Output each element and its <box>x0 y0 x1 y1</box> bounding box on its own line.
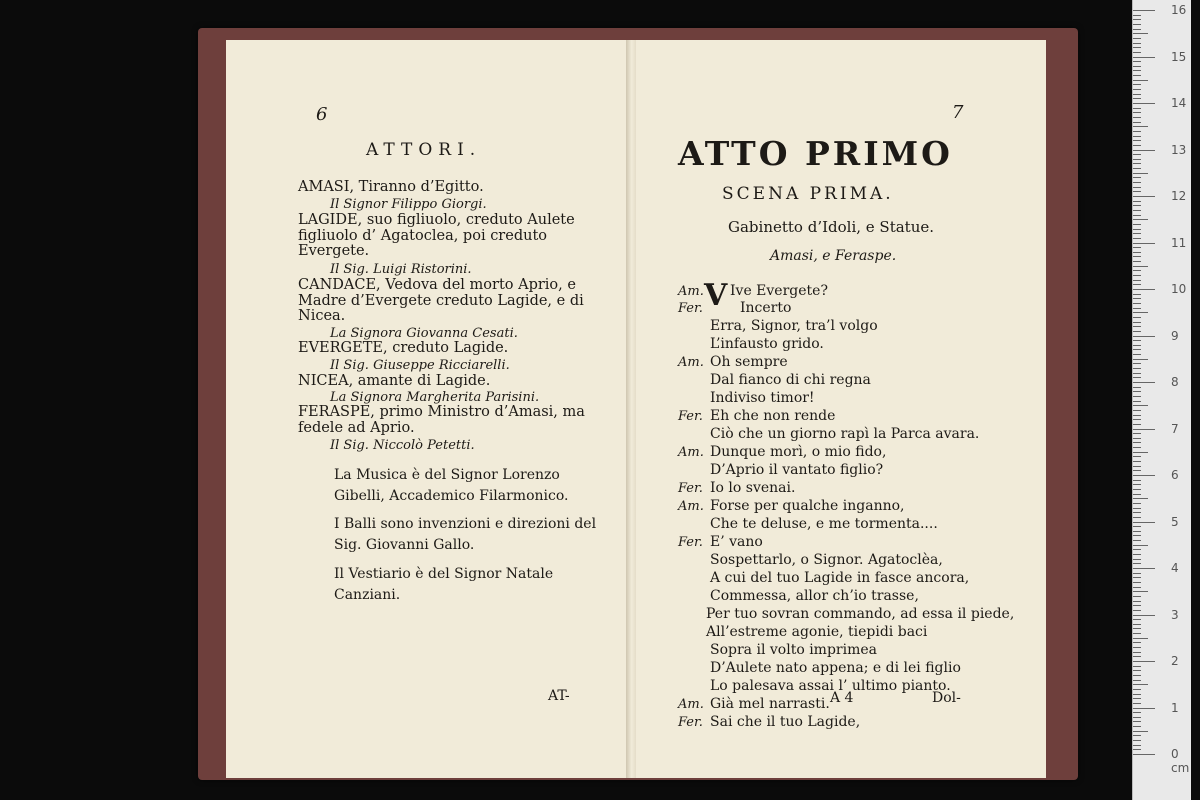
verse-line: Lo palesava assai l’ ultimo pianto. <box>710 678 951 694</box>
speaker-label: Am. <box>678 355 704 370</box>
ruler-minor-tick <box>1133 694 1141 695</box>
ruler-minor-tick <box>1133 717 1141 718</box>
ruler-minor-tick <box>1133 610 1141 611</box>
ruler-minor-tick <box>1133 117 1141 118</box>
ruler-minor-tick <box>1133 275 1141 276</box>
ruler-major-tick <box>1133 103 1155 104</box>
scena-title: SCENA PRIMA. <box>722 184 894 204</box>
ruler-label: 5 <box>1171 514 1179 529</box>
ruler-minor-tick <box>1133 675 1141 676</box>
verse-line: A cui del tuo Lagide in fasce ancora, <box>710 570 970 586</box>
speaker-label: Fer. <box>678 481 703 496</box>
ruler-minor-tick <box>1133 396 1141 397</box>
ruler-minor-tick <box>1133 29 1141 30</box>
ruler-minor-tick <box>1133 391 1141 392</box>
ruler-minor-tick <box>1133 605 1141 606</box>
ruler-minor-tick <box>1133 512 1141 513</box>
ruler-label: 15 <box>1171 49 1187 64</box>
ruler-minor-tick <box>1133 173 1148 174</box>
signature-mark: A 4 <box>830 690 854 706</box>
ruler-minor-tick <box>1133 489 1141 490</box>
ruler-minor-tick <box>1133 452 1148 453</box>
speaker-label: Am. <box>678 697 704 712</box>
ruler-major-tick <box>1133 475 1155 476</box>
speaker-label: Fer. <box>678 715 703 730</box>
ruler-minor-tick <box>1133 61 1141 62</box>
ruler-label: 10 <box>1171 282 1187 296</box>
ruler-minor-tick <box>1133 387 1141 388</box>
ruler-minor-tick <box>1133 247 1141 248</box>
ruler-label: 2 <box>1171 654 1179 668</box>
ruler-minor-tick <box>1133 136 1141 137</box>
ruler-label: 4 <box>1171 561 1179 575</box>
ruler-minor-tick <box>1133 628 1141 629</box>
ruler-minor-tick <box>1133 154 1141 155</box>
verse-line: Dal fianco di chi regna <box>710 372 871 388</box>
cast-actor: La Signora Giovanna Cesati. <box>330 326 518 341</box>
verse-line: Sopra il volto imprimea <box>710 642 877 658</box>
verse-line: Io lo svenai. <box>710 480 796 496</box>
right-page <box>636 40 1046 778</box>
ruler-label: 7 <box>1171 421 1179 436</box>
ruler-minor-tick <box>1133 205 1141 206</box>
ruler-minor-tick <box>1133 712 1141 713</box>
ruler-minor-tick <box>1133 159 1141 160</box>
ruler-label: 9 <box>1171 328 1179 343</box>
ruler-minor-tick <box>1133 554 1141 555</box>
ruler-minor-tick <box>1133 94 1141 95</box>
ruler-minor-tick <box>1133 508 1141 509</box>
ruler-major-tick <box>1133 57 1155 58</box>
ruler-minor-tick <box>1133 238 1141 239</box>
ruler-minor-tick <box>1133 601 1141 602</box>
ruler-minor-tick <box>1133 517 1141 518</box>
speaker-label: Am. <box>678 284 704 299</box>
ruler-minor-tick <box>1133 52 1141 53</box>
verse-line: E’ vano <box>710 534 763 550</box>
ruler-minor-tick <box>1133 591 1148 592</box>
ruler-minor-tick <box>1133 503 1141 504</box>
ruler-minor-tick <box>1133 549 1141 550</box>
verse-line: Per tuo sovran commando, ad essa il piede, <box>706 606 1015 622</box>
cast-role: NICEA, amante di Lagide. <box>298 373 491 389</box>
music-note: La Musica è del Signor Lorenzo Gibelli, Accademico Filarmonico. <box>334 467 569 504</box>
right-page-number: 7 <box>952 102 964 123</box>
ruler-minor-tick <box>1133 624 1141 625</box>
ruler-minor-tick <box>1133 177 1141 178</box>
ruler-minor-tick <box>1133 66 1141 67</box>
ruler-minor-tick <box>1133 438 1141 439</box>
left-page-number: 6 <box>316 104 328 125</box>
ruler-minor-tick <box>1133 456 1141 457</box>
drop-cap: V <box>704 278 728 313</box>
ruler-minor-tick <box>1133 652 1141 653</box>
ruler-minor-tick <box>1133 642 1141 643</box>
speaker-label: Fer. <box>678 409 703 424</box>
ruler-label: 0 cm <box>1171 747 1190 775</box>
right-catchword: Dol- <box>932 690 961 706</box>
left-catchword: AT- <box>548 688 570 704</box>
speaker-label: Fer. <box>678 535 703 550</box>
ruler-minor-tick <box>1133 410 1141 411</box>
ruler-minor-tick <box>1133 582 1141 583</box>
ruler-minor-tick <box>1133 224 1141 225</box>
ruler-minor-tick <box>1133 126 1148 127</box>
ruler-minor-tick <box>1133 219 1148 220</box>
ruler-minor-tick <box>1133 145 1141 146</box>
ruler-minor-tick <box>1133 215 1141 216</box>
verse-line: D’Aprio il vantato figlio? <box>710 462 884 478</box>
ruler-minor-tick <box>1133 494 1141 495</box>
ruler-minor-tick <box>1133 373 1141 374</box>
ruler-minor-tick <box>1133 317 1141 318</box>
ruler-label: 6 <box>1171 468 1179 482</box>
ruler-minor-tick <box>1133 233 1141 234</box>
ruler-minor-tick <box>1133 480 1141 481</box>
ruler-minor-tick <box>1133 331 1141 332</box>
ruler-minor-tick <box>1133 545 1148 546</box>
ruler-minor-tick <box>1133 368 1141 369</box>
ruler-minor-tick <box>1133 326 1141 327</box>
ruler-minor-tick <box>1133 294 1141 295</box>
verse-line: Sospettarlo, o Signor. Agatoclèa, <box>710 552 943 568</box>
ruler-label: 3 <box>1171 607 1179 622</box>
ruler-minor-tick <box>1133 680 1141 681</box>
ruler-minor-tick <box>1133 19 1141 20</box>
ruler-major-tick <box>1133 429 1155 430</box>
ruler-minor-tick <box>1133 80 1148 81</box>
ruler-minor-tick <box>1133 703 1141 704</box>
ruler-minor-tick <box>1133 442 1141 443</box>
verse-line: L’infausto grido. <box>710 336 824 352</box>
ruler-label: 14 <box>1171 96 1187 110</box>
ruler-minor-tick <box>1133 70 1141 71</box>
ruler-minor-tick <box>1133 401 1141 402</box>
ruler-major-tick <box>1133 10 1155 11</box>
ruler-minor-tick <box>1133 577 1141 578</box>
ruler-minor-tick <box>1133 535 1141 536</box>
ruler-minor-tick <box>1133 191 1141 192</box>
ruler-minor-tick <box>1133 363 1141 364</box>
verse-line: Oh sempre <box>710 354 788 370</box>
ruler-minor-tick <box>1133 131 1141 132</box>
ruler-minor-tick <box>1133 38 1141 39</box>
ruler-minor-tick <box>1133 229 1141 230</box>
ruler-label: 16 <box>1171 3 1187 17</box>
ruler-minor-tick <box>1133 256 1141 257</box>
ruler-minor-tick <box>1133 163 1141 164</box>
ruler-major-tick <box>1133 150 1155 151</box>
ruler-major-tick <box>1133 289 1155 290</box>
cast-role: CANDACE, Vedova del morto Aprio, e Madre d’Evergete creduto Lagide, e di Nicea. <box>298 277 584 324</box>
ruler-minor-tick <box>1133 740 1141 741</box>
verse-line: Erra, Signor, tra’l volgo <box>710 318 878 334</box>
ruler-minor-tick <box>1133 187 1141 188</box>
ruler-minor-tick <box>1133 322 1141 323</box>
ruler-minor-tick <box>1133 447 1141 448</box>
ruler-minor-tick <box>1133 261 1141 262</box>
ruler-minor-tick <box>1133 377 1141 378</box>
ruler-minor-tick <box>1133 415 1141 416</box>
scene-characters: Amasi, e Feraspe. <box>770 248 897 264</box>
attori-heading: ATTORI. <box>366 140 482 160</box>
cast-role: EVERGETE, creduto Lagide. <box>298 340 509 356</box>
ruler-minor-tick <box>1133 201 1141 202</box>
ruler-minor-tick <box>1133 43 1141 44</box>
cast-actor: Il Sig. Giuseppe Ricciarelli. <box>330 358 510 373</box>
verse-line: Eh che non rende <box>710 408 836 424</box>
ruler-minor-tick <box>1133 731 1148 732</box>
verse-line: Forse per qualche inganno, <box>710 498 905 514</box>
ruler-minor-tick <box>1133 684 1148 685</box>
ruler-minor-tick <box>1133 405 1148 406</box>
ruler-minor-tick <box>1133 461 1141 462</box>
ruler-minor-tick <box>1133 531 1141 532</box>
ruler-minor-tick <box>1133 33 1148 34</box>
ruler-minor-tick <box>1133 419 1141 420</box>
costume-note: Il Vestiario è del Signor Natale Canziani. <box>334 566 554 603</box>
ruler-label: 1 <box>1171 700 1179 715</box>
ruler-minor-tick <box>1133 270 1141 271</box>
ruler-minor-tick <box>1133 559 1141 560</box>
ruler-minor-tick <box>1133 354 1141 355</box>
verse-line: Che te deluse, e me tormenta.... <box>710 516 938 532</box>
ruler-minor-tick <box>1133 633 1141 634</box>
ruler-major-tick <box>1133 615 1155 616</box>
verse-line: Dunque morì, o mio fido, <box>710 444 887 460</box>
ruler-minor-tick <box>1133 252 1141 253</box>
ruler-minor-tick <box>1133 340 1141 341</box>
speaker-label: Am. <box>678 499 704 514</box>
ruler-label: 8 <box>1171 375 1179 389</box>
ruler-minor-tick <box>1133 108 1141 109</box>
ruler-minor-tick <box>1133 698 1141 699</box>
ruler-minor-tick <box>1133 670 1141 671</box>
ruler-minor-tick <box>1133 280 1141 281</box>
ruler-minor-tick <box>1133 749 1141 750</box>
ruler-minor-tick <box>1133 573 1141 574</box>
ruler-minor-tick <box>1133 526 1141 527</box>
cast-role: LAGIDE, suo figliuolo, creduto Aulete figliuolo d’ Agatoclea, poi creduto Evergete. <box>298 212 575 259</box>
ruler-minor-tick <box>1133 308 1141 309</box>
ruler-major-tick <box>1133 522 1155 523</box>
ruler-minor-tick <box>1133 182 1141 183</box>
verse-line: Ciò che un giorno rapì la Parca avara. <box>710 426 980 442</box>
ruler-minor-tick <box>1133 112 1141 113</box>
verse-line: Indiviso timor! <box>710 390 815 406</box>
ruler-minor-tick <box>1133 484 1141 485</box>
speaker-label: Fer. <box>678 301 703 316</box>
ruler-minor-tick <box>1133 470 1141 471</box>
ruler-minor-tick <box>1133 15 1141 16</box>
ruler-minor-tick <box>1133 210 1141 211</box>
ruler-minor-tick <box>1133 303 1141 304</box>
ruler-minor-tick <box>1133 140 1141 141</box>
verse-line: Già mel narrasti. <box>710 696 830 712</box>
ruler-major-tick <box>1133 661 1155 662</box>
ruler-major-tick <box>1133 708 1155 709</box>
ruler-minor-tick <box>1133 98 1141 99</box>
ruler-minor-tick <box>1133 168 1141 169</box>
ruler-minor-tick <box>1133 345 1141 346</box>
ruler-major-tick <box>1133 196 1155 197</box>
ruler-minor-tick <box>1133 540 1141 541</box>
ruler-minor-tick <box>1133 75 1141 76</box>
ruler-minor-tick <box>1133 587 1141 588</box>
cast-actor: Il Sig. Niccolò Petetti. <box>330 438 475 453</box>
cast-actor: Il Signor Filippo Giorgi. <box>330 197 487 212</box>
ruler-minor-tick <box>1133 596 1141 597</box>
speaker-label: Am. <box>678 445 704 460</box>
atto-title: ATTO PRIMO <box>678 134 953 173</box>
ruler-minor-tick <box>1133 563 1141 564</box>
ruler-minor-tick <box>1133 298 1141 299</box>
verse-line: Incerto <box>740 300 792 316</box>
cast-role: FERASPE, primo Ministro d’Amasi, ma fedele ad Aprio. <box>298 404 585 436</box>
scene-setting: Gabinetto d’Idoli, e Statue. <box>728 218 935 236</box>
verse-line: Ive Evergete? <box>730 283 828 299</box>
cast-actor: Il Sig. Luigi Ristorini. <box>330 262 472 277</box>
ruler-minor-tick <box>1133 424 1141 425</box>
ruler-minor-tick <box>1133 312 1148 313</box>
ruler-minor-tick <box>1133 656 1141 657</box>
ruler-major-tick <box>1133 243 1155 244</box>
verse-line: Commessa, allor ch’io trasse, <box>710 588 919 604</box>
ruler-major-tick <box>1133 568 1155 569</box>
ruler-minor-tick <box>1133 745 1141 746</box>
measurement-ruler <box>1132 0 1191 800</box>
ruler-label: 11 <box>1171 235 1187 250</box>
ruler-minor-tick <box>1133 666 1141 667</box>
ruler-major-tick <box>1133 382 1155 383</box>
ruler-minor-tick <box>1133 349 1141 350</box>
ruler-label: 13 <box>1171 142 1187 157</box>
ballet-note: I Balli sono invenzioni e direzioni del Sig. Giovanni Gallo. <box>334 516 597 553</box>
ruler-minor-tick <box>1133 466 1141 467</box>
ruler-minor-tick <box>1133 84 1141 85</box>
ruler-minor-tick <box>1133 647 1141 648</box>
verse-line: D’Aulete nato appena; e di lei figlio <box>710 660 961 676</box>
ruler-minor-tick <box>1133 89 1141 90</box>
ruler-major-tick <box>1133 754 1155 755</box>
ruler-minor-tick <box>1133 47 1141 48</box>
cast-role: AMASI, Tiranno d’Egitto. <box>298 179 484 195</box>
ruler-minor-tick <box>1133 619 1141 620</box>
cast-actor: La Signora Margherita Parisini. <box>330 390 540 405</box>
ruler-minor-tick <box>1133 726 1141 727</box>
ruler-minor-tick <box>1133 735 1141 736</box>
ruler-minor-tick <box>1133 433 1141 434</box>
ruler-minor-tick <box>1133 689 1141 690</box>
ruler-label: 12 <box>1171 189 1187 203</box>
ruler-minor-tick <box>1133 24 1141 25</box>
ruler-minor-tick <box>1133 284 1141 285</box>
ruler-minor-tick <box>1133 721 1141 722</box>
left-page <box>226 40 630 778</box>
verse-line: All’estreme agonie, tiepidi baci <box>706 624 928 640</box>
ruler-minor-tick <box>1133 498 1148 499</box>
ruler-minor-tick <box>1133 638 1148 639</box>
ruler-minor-tick <box>1133 359 1148 360</box>
ruler-minor-tick <box>1133 122 1141 123</box>
ruler-major-tick <box>1133 336 1155 337</box>
verse-line: Sai che il tuo Lagide, <box>710 714 861 730</box>
ruler-minor-tick <box>1133 266 1148 267</box>
